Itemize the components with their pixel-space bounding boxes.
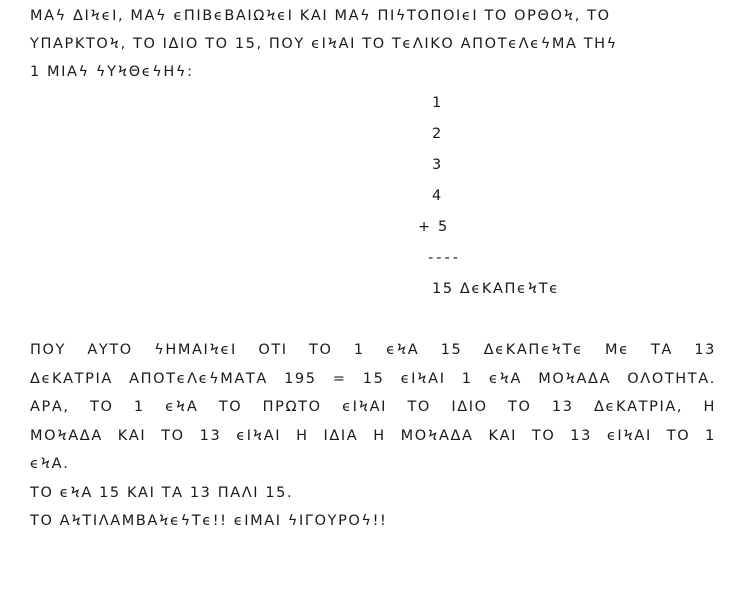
sum-number-3: 3 bbox=[432, 157, 443, 173]
sum-number-1: 1 bbox=[432, 95, 443, 111]
conclusion-paragraph bbox=[30, 336, 716, 536]
intro-paragraph bbox=[30, 2, 716, 86]
sum-number-2: 2 bbox=[432, 126, 443, 142]
conclusion-line-2: ΔϵΚΑΤΡΙΑ ΑΠΟΤϵΛϵϟΜΑΤΑ 195 = 15 ϵΙϞΑΙ 1 ϵϞΑ ΜΟϞΑΔΑ ΟΛΟΤΗΤΑ. bbox=[30, 370, 716, 387]
conclusion-line-5: ϵϞΑ. bbox=[30, 456, 70, 472]
sum-rule: ---- bbox=[428, 250, 461, 266]
sum-number-5: + 5 bbox=[418, 219, 449, 235]
intro-line-1: ΜΑϟ ΔΙϞϵΙ, ΜΑϟ ϵΠΙΒϵΒΑΙΩϞϵΙ ΚΑΙ ΜΑϟ ΠΙϟΤΟΠΟΙϵΙ ΤΟ ΟΡΘΟϞ, ΤΟ bbox=[30, 8, 611, 24]
conclusion-line-7: ΤΟ ΑϞΤΙΛΑΜΒΑϞϵϟΤϵ!! ϵΙΜΑΙ ϟΙΓΟΥΡΟϟ!! bbox=[30, 513, 388, 529]
sum-number-4: 4 bbox=[432, 188, 443, 204]
conclusion-line-6: ΤΟ ϵϞΑ 15 ΚΑΙ ΤΑ 13 ΠΑΛΙ 15. bbox=[30, 484, 294, 501]
conclusion-line-3: ΑΡΑ, ΤΟ 1 ϵϞΑ ΤΟ ΠΡΩΤΟ ϵΙϞΑΙ ΤΟ ΙΔΙΟ ΤΟ 13 ΔϵΚΑΤΡΙΑ, Η bbox=[30, 399, 716, 415]
sum-result: 15 ΔϵΚΑΠϵϞΤϵ bbox=[432, 281, 560, 297]
intro-line-3: 1 ΜΙΑϟ ϟΥϞΘϵϟΗϟ: bbox=[30, 64, 194, 80]
conclusion-line-4: ΜΟϞΑΔΑ ΚΑΙ ΤΟ 13 ϵΙϞΑΙ Η ΙΔΙΑ Η ΜΟϞΑΔΑ ΚΑΙ ΤΟ 13 ϵΙϞΑΙ ΤΟ 1 bbox=[30, 427, 716, 444]
conclusion-line-1: ΠΟΥ ΑΥΤΟ ϟΗΜΑΙϞϵΙ ΟΤΙ ΤΟ 1 ϵϞΑ 15 ΔϵΚΑΠϵϞΤϵ Μϵ ΤΑ 13 bbox=[30, 342, 716, 358]
intro-line-2: ΥΠΑΡΚΤΟϞ, ΤΟ ΙΔΙΟ ΤΟ 15, ΠΟΥ ϵΙϞΑΙ ΤΟ ΤϵΛΙΚΟ ΑΠΟΤϵΛϵϟΜΑ ΤΗϟ bbox=[30, 36, 618, 52]
addition-sum bbox=[418, 88, 560, 305]
